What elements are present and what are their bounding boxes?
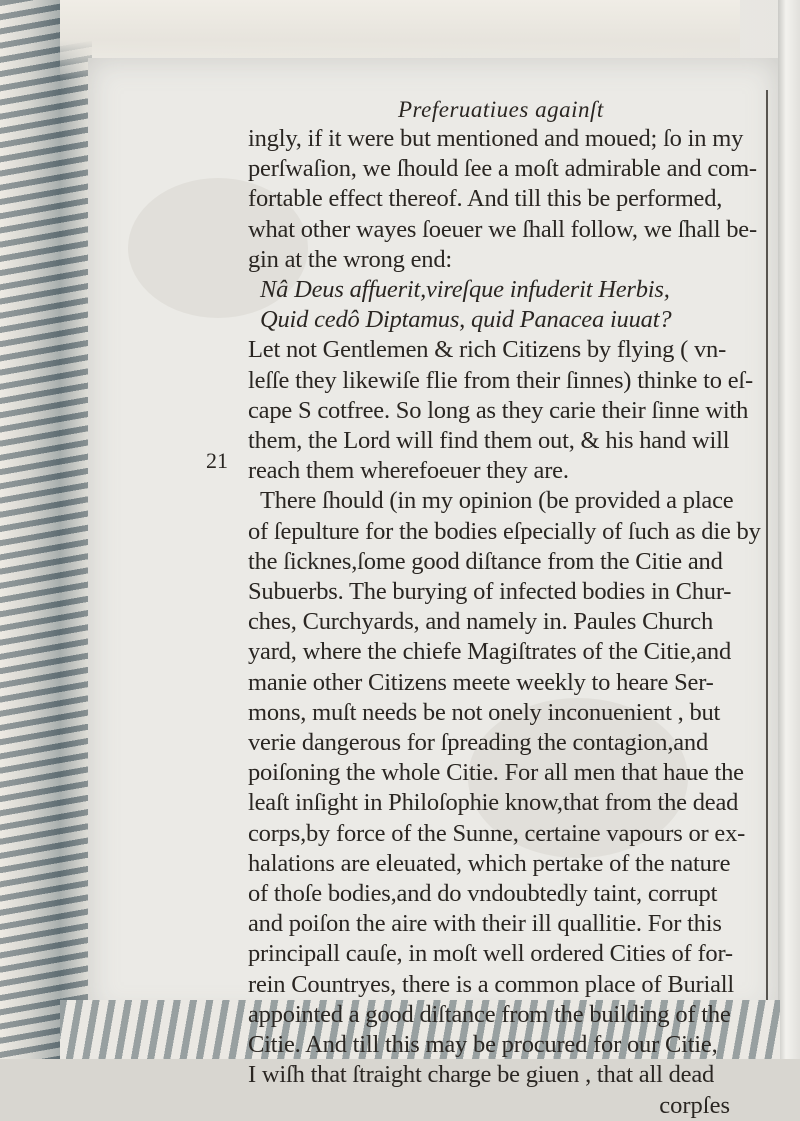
text-line: Quid cedô Diptamus, quid Panacea iuuat? <box>260 306 672 334</box>
text-line: and poiſon the aire with their ill quallitie. For this <box>248 910 722 938</box>
text-line: leaſt inſight in Philoſophie know,that from the dead <box>248 789 739 817</box>
text-line: ingly, if it were but mentioned and moued; ſo in my <box>248 125 744 152</box>
text-line: the ſicknes,ſome good diſtance from the Citie and <box>248 547 723 575</box>
text-line: perſwaſion, we ſhould ſee a moſt admirable and com- <box>248 155 757 183</box>
text-line: what other wayes ſoeuer we ſhall follow, we ſhall be- <box>248 215 757 243</box>
text-line: Subuerbs. The burying of infected bodies in Chur- <box>248 578 732 606</box>
text-line: appointed a good diſtance from the building of the <box>248 1000 731 1028</box>
text-line: leſſe they likewiſe flie from their ſinnes) thinke to eſ- <box>248 366 753 394</box>
text-line: fortable effect thereof. And till this be performed, <box>248 185 723 213</box>
text-line: Citie. And till this may be procured for our Citie, <box>248 1031 718 1059</box>
text-line: ches, Curchyards, and namely in. Paules Church <box>248 608 714 636</box>
text-line: rein Countryes, there is a common place of Buriall <box>248 970 734 998</box>
text-line: Nâ Deus affuerit,vireſque infuderit Herbis, <box>260 276 670 304</box>
text-line: principall cauſe, in moſt well ordered Cities of for- <box>248 940 733 968</box>
text-line: Let not Gentlemen & rich Citizens by flying ( vn- <box>248 336 727 364</box>
text-line: of ſepulture for the bodies eſpecially of ſuch as die by <box>248 517 761 545</box>
text-line: halations are eleuated, which pertake of the nature <box>248 849 731 877</box>
text-line: of thoſe bodies,and do vndoubtedly taint, corrupt <box>248 880 718 908</box>
text-line: reach them wherefoeuer they are. <box>248 457 569 485</box>
text-line: corps,by force of the Sunne, certaine vapours or ex- <box>248 819 746 847</box>
text-line: verie dangerous for ſpreading the contagion,and <box>248 729 709 757</box>
catchword: corpſes <box>659 1091 730 1119</box>
text-line: yard, where the chiefe Magiſtrates of the Citie,and <box>248 638 732 666</box>
text-line: poiſoning the whole Citie. For all men that haue the <box>248 759 744 787</box>
text-line: There ſhould (in my opinion (be provided a place <box>260 487 734 515</box>
text-line: mons, muſt needs be not onely inconuenient , but <box>248 698 721 726</box>
page-text <box>248 96 768 1121</box>
text-line: manie other Citizens meete weekly to heare Ser- <box>248 668 714 696</box>
book-right-edge <box>778 0 800 1059</box>
text-line: them, the Lord will find them out, & his hand will <box>248 427 730 455</box>
book-left-edge <box>0 0 92 1059</box>
text-line: cape S cotfree. So long as they carie their ſinne with <box>248 396 749 424</box>
running-head: Preferuatiues againſt <box>398 97 604 122</box>
text-line: gin at the wrong end: <box>248 245 453 273</box>
text-line: I wiſh that ſtraight charge be giuen , that all dead <box>248 1061 715 1089</box>
section-number: 21 <box>206 448 228 473</box>
text-lines <box>248 124 768 1091</box>
